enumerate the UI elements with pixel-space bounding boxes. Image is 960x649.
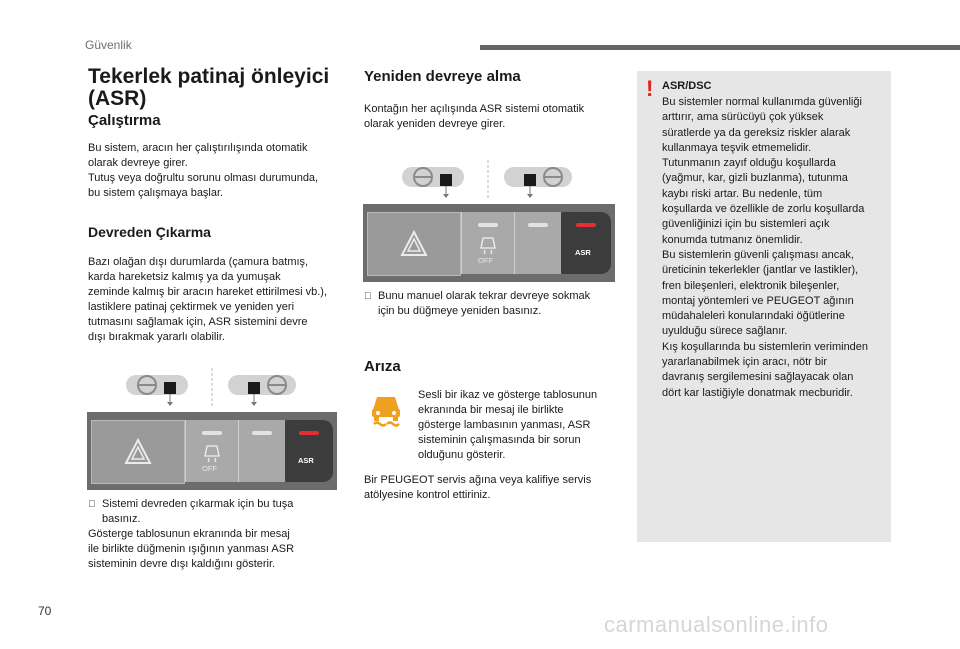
steering-wheel-right-icon [228, 375, 296, 406]
page-number: 70 [38, 604, 52, 618]
led-indicator [252, 431, 272, 435]
header-bar [480, 45, 960, 50]
hazard-triangle-icon [92, 421, 184, 483]
asr-led-indicator [299, 431, 319, 435]
skid-car-icon [204, 444, 220, 462]
deactivate-result-text: Gösterge tablosunun ekranında bir mesaj ile birlikte düğmenin ışığının yanması ASR sisteminin devre dışı kaldığını gösterir. [88, 528, 295, 570]
bullet-arrow-icon [88, 497, 96, 512]
off-label: OFF [202, 464, 217, 473]
asr-label: ASR [298, 456, 314, 465]
watermark: carmanualsonline.info [604, 612, 829, 637]
page-title: Tekerlek patinaj önleyici (ASR) [88, 65, 330, 110]
reactivate-bullet: Bunu manuel olarak tekrar devreye sokmak için bu düğmeye yeniden basınız. [364, 289, 624, 319]
led-indicator [478, 223, 498, 227]
warning-title: ASR/DSC [662, 80, 712, 92]
warning-exclamation-icon: ! [646, 76, 654, 101]
steering-wheel-diagram-1 [120, 366, 310, 408]
led-indicator [528, 223, 548, 227]
section-header: Güvenlik [85, 38, 132, 52]
tc-off-button[interactable] [185, 420, 238, 482]
operation-heading: Çalıştırma [88, 112, 161, 129]
bullet-arrow-icon [364, 289, 372, 304]
traction-warning-icon [368, 394, 404, 430]
steering-wheel-diagram-2 [396, 158, 586, 200]
deactivation-heading: Devreden Çıkarma [88, 224, 211, 240]
deactivate-bullet: Sistemi devreden çıkarmak için bu tuşa basınız. [88, 497, 348, 527]
blank-button[interactable] [238, 420, 285, 482]
operation-text: Bu sistem, aracın her çalıştırılışında otomatik olarak devreye girer. Tutuş veya doğrultu sorunu olması durumunda, bu sistem çalışmaya başlar. [88, 142, 319, 199]
skid-car-icon [480, 236, 496, 254]
hazard-triangle-icon [368, 213, 460, 275]
blank-button[interactable] [514, 212, 561, 274]
steering-wheel-left-icon [402, 167, 464, 198]
asr-led-indicator [576, 223, 596, 227]
fault-text: Sesli bir ikaz ve gösterge tablosunun ekranında bir mesaj ile birlikte gösterge lambasının yanması, ASR sisteminin çalışmasında bir sorun olduğunu gösterir. [418, 389, 598, 461]
led-indicator [202, 431, 222, 435]
asr-button[interactable] [561, 212, 611, 274]
switch-panel-2 [363, 204, 615, 282]
fault-service-text: Bir PEUGEOT servis ağına veya kalifiye servis atölyesine kontrol ettiriniz. [364, 474, 592, 501]
reactivation-text: Kontağın her açılışında ASR sistemi otomatik olarak yeniden devreye girer. [364, 103, 585, 130]
hazard-button[interactable] [91, 420, 185, 484]
warning-text: Bu sistemler normal kullanımda güvenliği arttırır, ama sürücüyü çok yüksek süratlerde ya da gereksiz riskler alarak kullanmaya teşvik etmemelidir. Tutunmanın zayıf olduğu koşullarda (yağmur, kar, gizli buzlanma), tutunma kaybı riski artar. Bu nedenle, tüm koşullarda ve özellikle de zorlu koşullarda güvenliğinizi için bu sistemleri açık konumda tutmanız önemlidir. Bu sistemlerin güvenli çalışması ancak, üreticinin tekerlekler (jantlar ve lastikler), fren bileşenleri, elektronik bileşenler, montaj yöntemleri ve PEUGEOT ağının müdahaleleri konularındaki öğütlerine uyulduğu sürece sağlanır. Kış koşullarında bu sistemlerin veriminden yararlanabilmek için aracı, nötr bir davranış sergilemesini sağlayacak olan dört kar lastiğiyle donatmak mecburidir. [662, 96, 869, 399]
off-label: OFF [478, 256, 493, 265]
steering-wheel-left-icon [126, 375, 188, 406]
deactivation-text: Bazı olağan dışı durumlarda (çamura batmış, karda hareketsiz kalmış ya da yumuşak zeminde kalmış bir aracın hareket ettirilmesi vb.), lastiklere patinaj çektirmek ve yeniden yeri tutmasını sağlamak için, ASR sistemini devre dışı bırakmak yararlı olabilir. [88, 256, 328, 343]
hazard-button[interactable] [367, 212, 461, 276]
asr-button[interactable] [285, 420, 333, 482]
switch-panel-1 [87, 412, 337, 490]
reactivation-heading: Yeniden devreye alma [364, 68, 521, 85]
fault-heading: Arıza [364, 358, 401, 375]
tc-off-button[interactable] [461, 212, 514, 274]
steering-wheel-right-icon [504, 167, 572, 198]
asr-label: ASR [575, 248, 591, 257]
